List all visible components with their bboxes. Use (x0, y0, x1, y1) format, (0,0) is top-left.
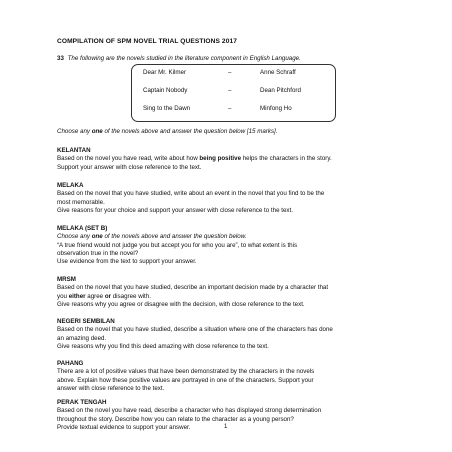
novel-title: Captain Nobody (143, 87, 188, 94)
instruction-bold: one (91, 128, 103, 135)
section-negeri-sembilan (57, 318, 402, 351)
section-heading: NEGERI SEMBILAN (57, 318, 115, 325)
text: Choose any (57, 233, 92, 241)
question-number: 33 (57, 55, 64, 62)
section-perak-tengah (57, 399, 402, 432)
question-intro (57, 55, 301, 62)
page-number: 1 (224, 424, 228, 430)
section-line: Use evidence from the text to support your answer. (57, 258, 197, 266)
section-line: Give reasons for your choice and support your answer with close reference to the text. (57, 206, 293, 214)
section-mrsm (57, 276, 402, 309)
bold-text: either (68, 292, 86, 300)
section-heading: MRSM (57, 276, 76, 283)
section-line: throughout the story. Describe how you can relate to the character as a young person? (57, 415, 294, 423)
section-kelantan (57, 147, 402, 172)
novel-title: Sing to the Dawn (143, 105, 191, 112)
instruction-text: of the novels above and answer the question below [15 marks]. (102, 128, 278, 135)
question-intro-text: The following are the novels studied in the literature component in English Language. (67, 55, 301, 62)
novel-dash: – (228, 87, 232, 94)
section-line: Support your answer with close reference to the text. (57, 163, 202, 171)
section-line: Based on the novel that you have studied, describe a situation where one of the characters has done (57, 326, 333, 334)
novel-title: Dear Mr. Kilmer (143, 69, 186, 76)
section-melaka (57, 182, 402, 215)
text: helps the characters in the story. (241, 155, 332, 163)
novel-author: Anne Schraff (260, 69, 296, 76)
section-line: answer with close reference to the text. (57, 384, 165, 392)
novel-dash: – (228, 69, 232, 76)
section-line (57, 293, 402, 301)
bold-text: being positive (199, 155, 242, 163)
text: agree (85, 292, 105, 300)
text: of the novels above and answer the question below. (102, 233, 247, 241)
section-heading: MELAKA (SET B) (57, 225, 108, 232)
section-line: Based on the novel you have read, describe a character who has displayed strong determination (57, 407, 322, 415)
bold-text: one (91, 233, 103, 241)
section-heading: KELANTAN (57, 147, 91, 154)
section-heading: PAHANG (57, 360, 84, 367)
instruction-text: Choose any (57, 128, 92, 135)
instruction (57, 128, 278, 135)
section-line (57, 233, 402, 241)
section-line: Based on the novel that you have studied, describe an important decision made by a character that (57, 284, 329, 292)
section-line: There are a lot of positive values that have been demonstrated by the characters in the novels (57, 368, 315, 376)
section-line: observation true in the novel? (57, 249, 139, 257)
section-line: Give reasons why you find this deed amazing with close reference to the text. (57, 342, 269, 350)
section-line: Based on the novel that you have studied, write about an event in the novel that you find to be the (57, 190, 325, 198)
novel-row (132, 87, 335, 97)
section-line: Provide textual evidence to support your answer. (57, 423, 191, 431)
text: you (57, 292, 69, 300)
section-heading: MELAKA (57, 182, 84, 189)
section-line: above. Explain how these positive values are portrayed in one of the characters. Support your (57, 376, 314, 384)
novel-row (132, 105, 335, 115)
section-line: Give reasons why you agree or disagree with the decision, with close reference to the text. (57, 300, 305, 308)
novel-dash: – (228, 105, 232, 112)
novel-author: Dean Pitchford (260, 87, 301, 94)
section-pahang (57, 360, 402, 393)
section-line: most memorable. (57, 198, 105, 206)
bold-text: or (104, 292, 112, 300)
novel-list-box (131, 64, 336, 122)
section-line (57, 155, 402, 163)
document-title: COMPILATION OF SPM NOVEL TRIAL QUESTIONS 2017 (57, 38, 237, 45)
novel-row (132, 69, 335, 79)
section-heading: PERAK TENGAH (57, 399, 107, 406)
section-line: an amazing deed. (57, 334, 107, 342)
novel-author: Minfong Ho (260, 105, 292, 112)
text: disagree with. (111, 292, 151, 300)
text: Based on the novel you have read, write about how (57, 155, 200, 163)
section-line: “A true friend would not judge you but accept you for who you are”, to what extent is this (57, 241, 298, 249)
section-melaka-set-b (57, 225, 402, 266)
